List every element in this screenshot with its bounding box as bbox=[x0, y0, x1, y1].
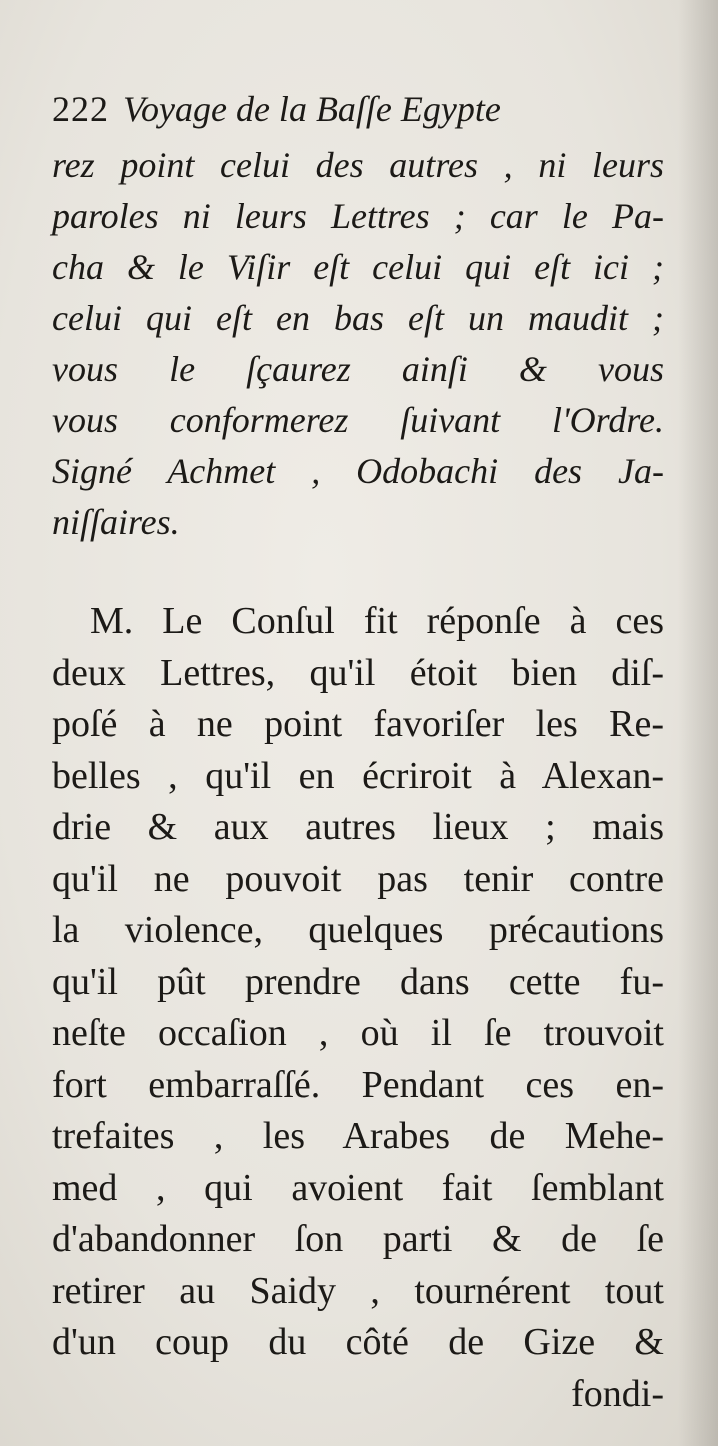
body-line: la violence, quelques précautions bbox=[52, 909, 664, 951]
body-line: d'abandonner ſon parti & de ſe bbox=[52, 1218, 664, 1260]
body-line: M. Le Conſul fit réponſe à ces bbox=[90, 600, 664, 642]
letter-line: rez point celui des autres , ni leurs bbox=[52, 145, 664, 185]
body-line: deux Lettres, qu'il étoit bien diſ- bbox=[52, 651, 664, 694]
body-line: trefaites , les Arabes de Mehe- bbox=[52, 1115, 664, 1157]
letter-line: celui qui eſt en bas eſt un maudit ; bbox=[52, 298, 664, 338]
body-line: poſé à ne point favoriſer les Re- bbox=[52, 703, 664, 745]
letter-line: cha & le Viſir eſt celui qui eſt ici ; bbox=[52, 247, 664, 287]
catchword: fondi- bbox=[571, 1372, 664, 1415]
body-line: med , qui avoient fait ſemblant bbox=[52, 1166, 664, 1209]
page-edge-shadow bbox=[678, 0, 718, 1446]
letter-line: vous le ſçaurez ainſi & vous bbox=[52, 349, 664, 389]
letter-line: niſſaires. bbox=[52, 502, 180, 542]
body-line: retirer au Saidy , tournérent tout bbox=[52, 1269, 664, 1312]
body-line: neſte occaſion , où il ſe trouvoit bbox=[52, 1012, 664, 1054]
body-line: belles , qu'il en écriroit à Alexan- bbox=[52, 754, 664, 797]
page-header bbox=[52, 88, 501, 138]
page-number: 222 bbox=[52, 89, 109, 129]
body-line: d'un coup du côté de Gize & bbox=[52, 1321, 664, 1363]
letter-line: Signé Achmet , Odobachi des Ja- bbox=[52, 451, 664, 491]
letter-text bbox=[52, 140, 664, 548]
body-paragraph bbox=[52, 596, 664, 1420]
body-line: qu'il ne pouvoit pas tenir contre bbox=[52, 857, 664, 900]
letter-line: paroles ni leurs Lettres ; car le Pa- bbox=[52, 196, 664, 236]
body-line: fort embarraſſé. Pendant ces en- bbox=[52, 1063, 664, 1106]
letter-line: vous conformerez ſuivant l'Ordre. bbox=[52, 400, 664, 440]
body-line: drie & aux autres lieux ; mais bbox=[52, 806, 664, 848]
running-title: Voyage de la Baſſe Egypte bbox=[123, 89, 501, 129]
body-line: qu'il pût prendre dans cette fu- bbox=[52, 960, 664, 1003]
